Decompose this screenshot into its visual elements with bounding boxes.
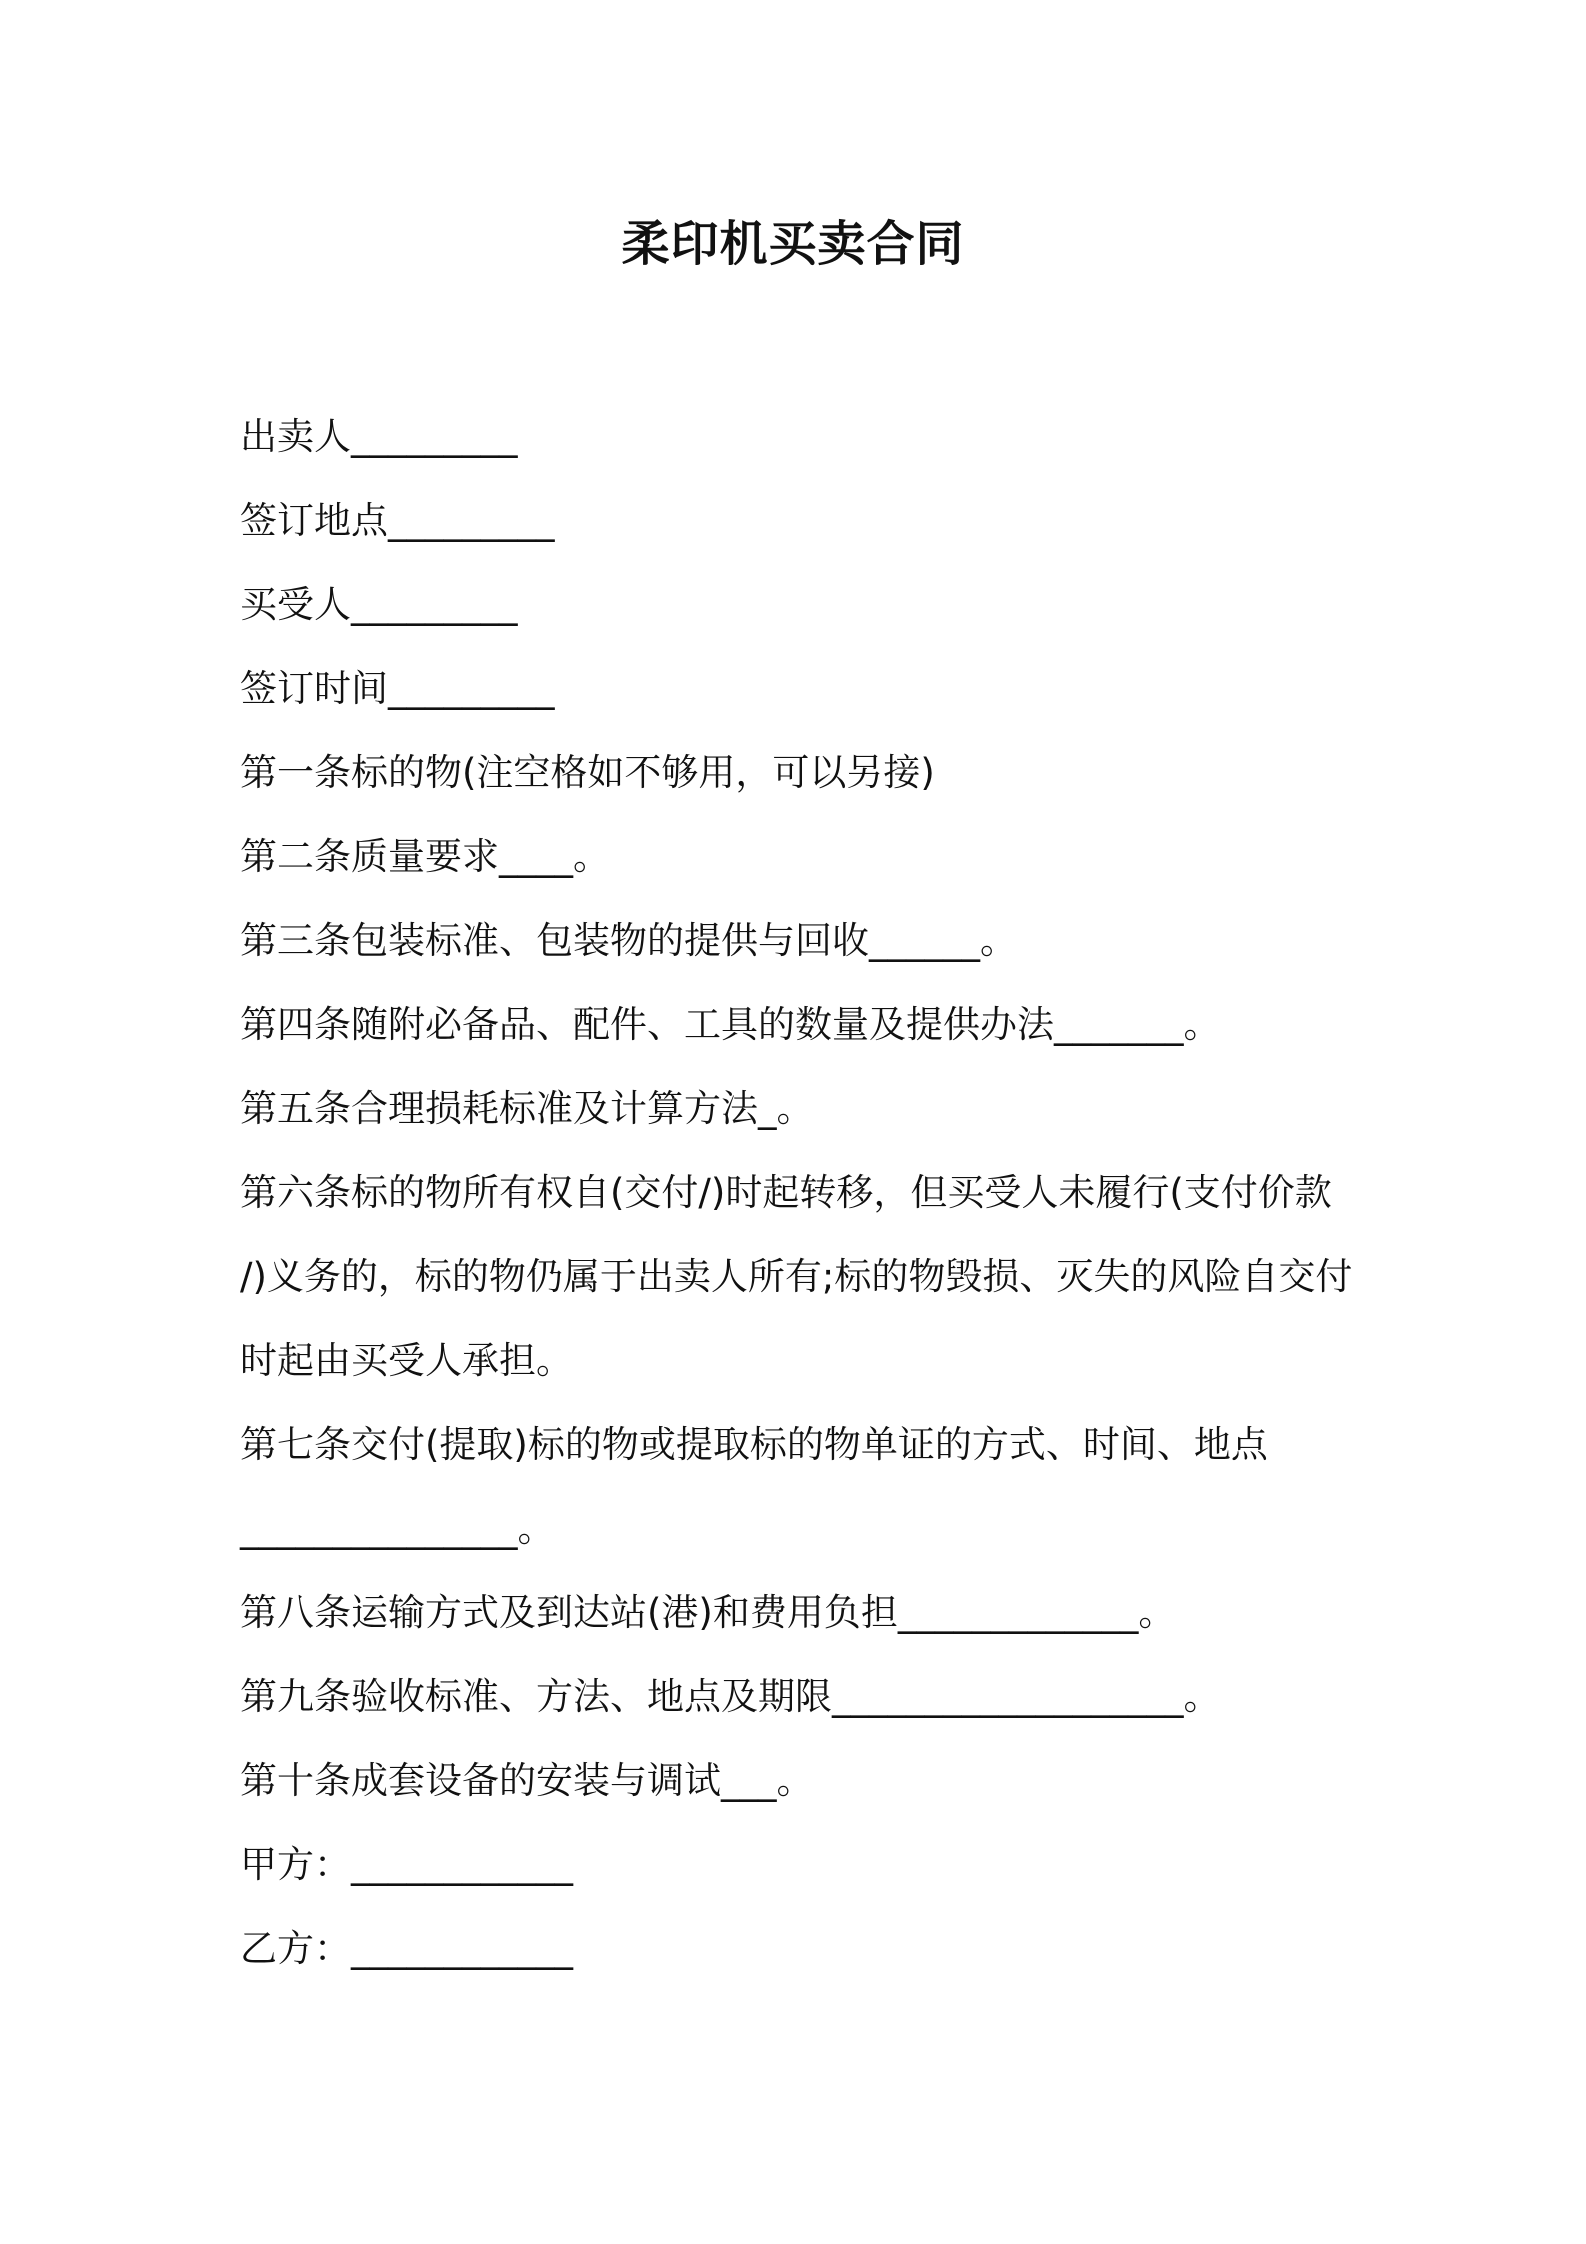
- clause-6-line-1: 第六条标的物所有权自(交付/)时起转移，但买受人未履行(支付价款: [240, 1171, 1332, 1214]
- buyer-field: 买受人_________: [240, 583, 518, 626]
- clause-3: 第三条包装标准、包装物的提供与回收______。: [240, 919, 1017, 962]
- clause-6-line-3: 时起由买受人承担。: [240, 1339, 573, 1382]
- clause-8: 第八条运输方式及到达站(港)和费用负担_____________。: [240, 1591, 1176, 1634]
- clause-2: 第二条质量要求____。: [240, 835, 610, 878]
- party-b-signature: 乙方：____________: [240, 1927, 573, 1970]
- document-title: 柔印机买卖合同: [621, 216, 965, 272]
- clause-7-line-2: _______________。: [240, 1507, 555, 1550]
- sign-place-field: 签订地点_________: [240, 499, 555, 542]
- clause-9: 第九条验收标准、方法、地点及期限___________________。: [240, 1675, 1221, 1718]
- clause-5: 第五条合理损耗标准及计算方法_。: [240, 1087, 814, 1130]
- clause-1: 第一条标的物(注空格如不够用，可以另接): [240, 751, 935, 794]
- seller-field: 出卖人_________: [240, 415, 518, 458]
- clause-6-line-2: /)义务的，标的物仍属于出卖人所有;标的物毁损、灭失的风险自交付: [240, 1255, 1353, 1298]
- sign-time-field: 签订时间_________: [240, 667, 555, 710]
- clause-10: 第十条成套设备的安装与调试___。: [240, 1759, 814, 1802]
- clause-7-line-1: 第七条交付(提取)标的物或提取标的物单证的方式、时间、地点: [240, 1423, 1268, 1466]
- party-a-signature: 甲方：____________: [240, 1843, 573, 1886]
- clause-4: 第四条随附必备品、配件、工具的数量及提供办法_______。: [240, 1003, 1221, 1046]
